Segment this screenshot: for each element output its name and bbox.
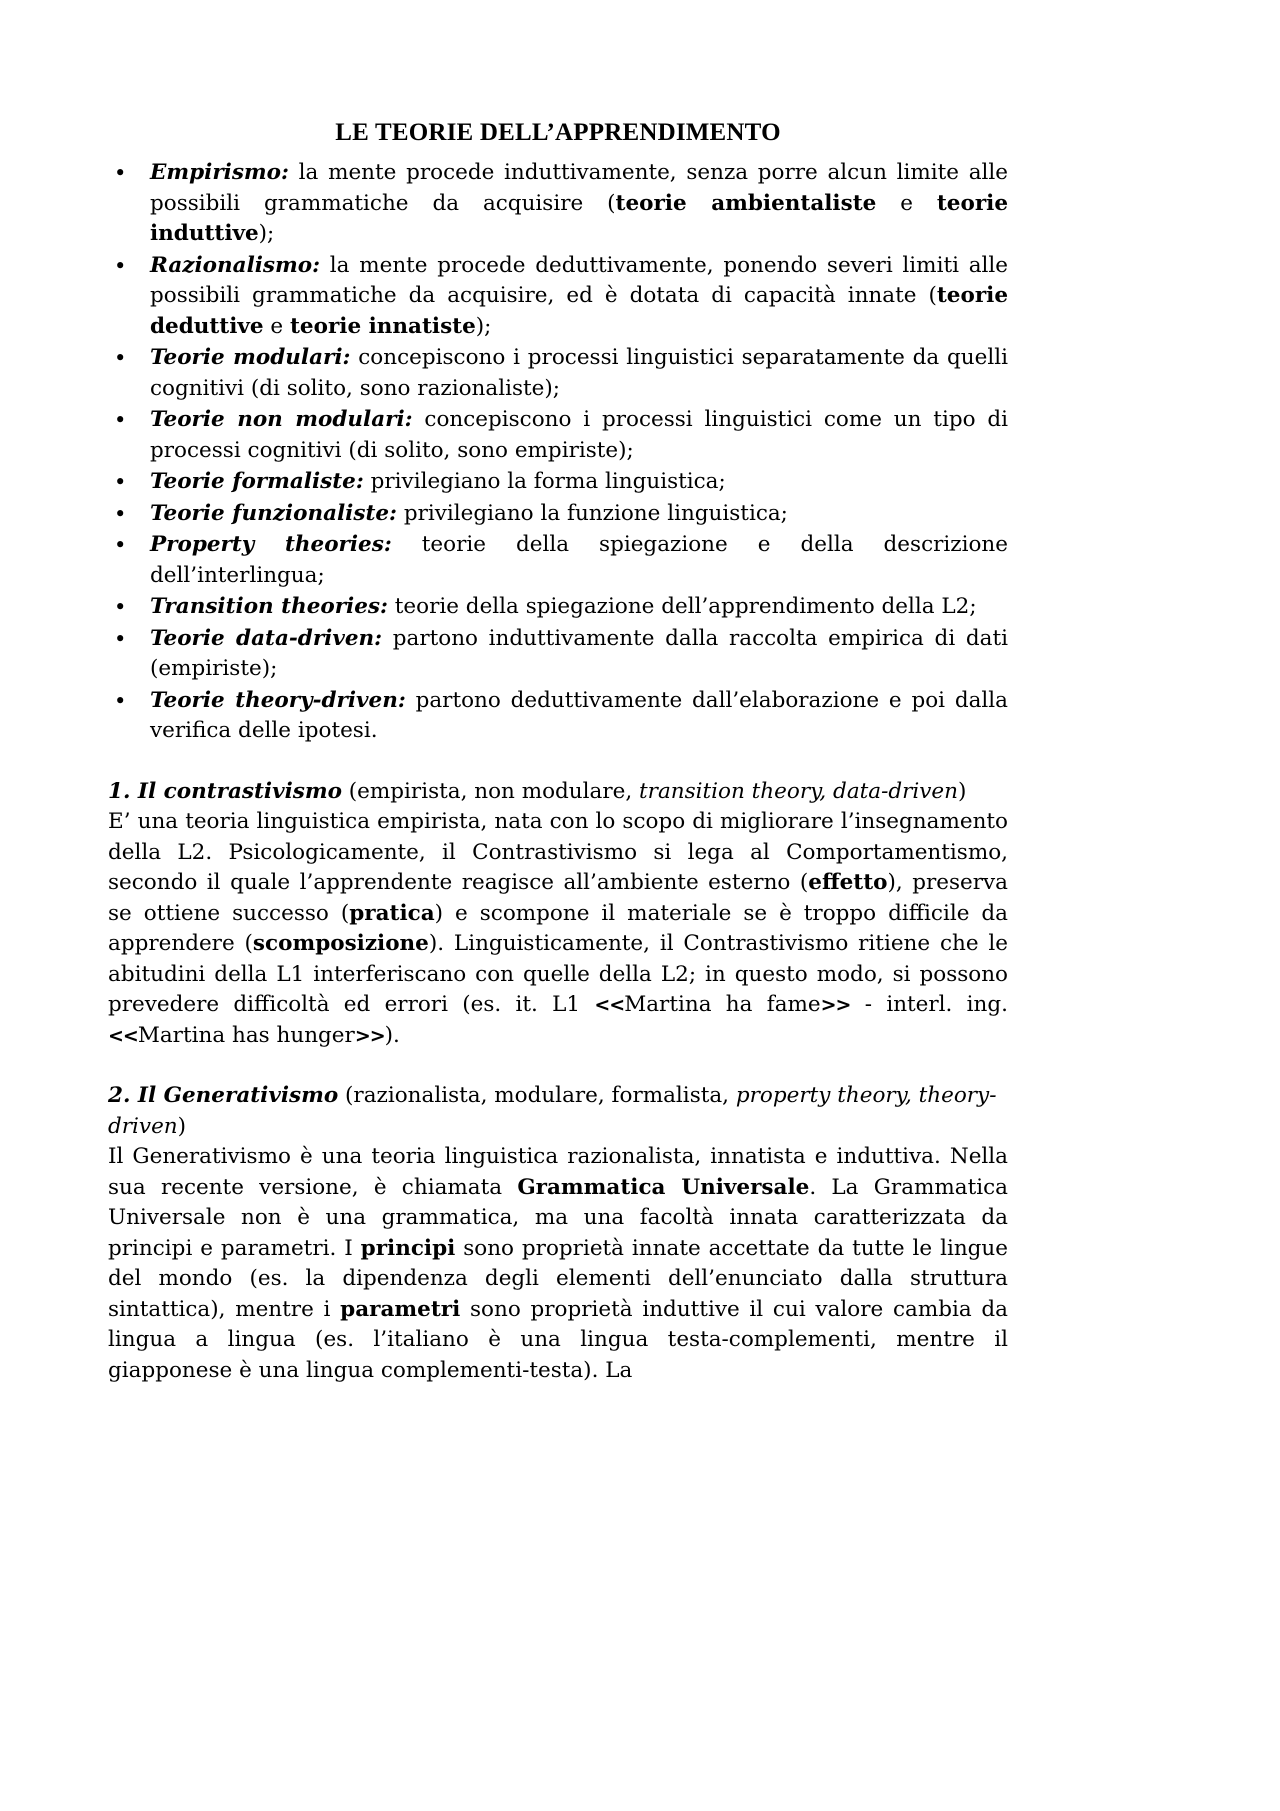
list-item-text-run: teorie della spiegazione dell’apprendimento della L2;: [387, 594, 977, 619]
bullet-point-icon: •: [114, 346, 127, 370]
bullet-point-icon: •: [114, 161, 127, 185]
list-item-term: Property theories:: [150, 532, 392, 557]
section-italic-run: property theory, theory-driven: [108, 1083, 997, 1139]
guillemet-marker: >>: [820, 994, 851, 1016]
section-body-text-run: ), preserva se ottiene successo (: [108, 870, 1008, 926]
list-item: [108, 592, 1008, 623]
section-body-bold-run: scomposizione: [252, 931, 429, 956]
list-item-text-run: concepiscono i processi linguistici separatamente da quelli cognitivi (di solito, sono razionaliste);: [150, 345, 1008, 401]
bullet-point-icon: •: [114, 688, 127, 713]
bullet-point-icon: •: [114, 253, 127, 278]
document-section: [108, 777, 1008, 1052]
page-content: [108, 118, 1008, 1386]
list-item: [108, 158, 1008, 250]
bullet-point-icon: •: [114, 408, 127, 432]
list-item-term: Empirismo:: [150, 160, 289, 185]
list-item: [108, 467, 1008, 498]
list-item: [108, 343, 1008, 404]
numbered-sections: [108, 777, 1008, 1387]
section-heading-label: 2. Il Generativismo: [108, 1083, 339, 1108]
section-body-text-run: Il Generativismo è una teoria linguistica razionalista, innatista e induttiva. Nella sua recente versione, è chiamata: [108, 1144, 1008, 1200]
bullet-point-icon: •: [114, 501, 127, 526]
list-item-term: Teorie funzionaliste:: [150, 500, 397, 526]
section-heading: [108, 1081, 1008, 1142]
list-item-bold-run: teorie innatiste: [290, 313, 476, 339]
section-body-text-run: Martina has hunger: [137, 1022, 355, 1048]
list-item: [108, 530, 1008, 591]
list-item-text-run: partono induttivamente dalla raccolta empirica di dati (empiriste);: [150, 625, 1008, 681]
page-title: LE TEORIE DELL’APPRENDIMENTO: [335, 119, 781, 146]
list-item: [108, 686, 1008, 747]
list-item-term: Teorie data-driven:: [150, 625, 383, 651]
section-body-bold-run: parametri: [340, 1296, 461, 1322]
list-item-text-run: );: [258, 221, 275, 246]
section-body-text-run: sono proprietà induttive il cui valore cambia da lingua a lingua (es. l’italiano è una lingua testa-complementi, mentre il giapponese è una lingua complementi-testa). La: [108, 1296, 1008, 1383]
list-item-bold-run: teorie deduttive: [150, 283, 1008, 339]
section-italic-run: transition theory, data-driven: [639, 778, 958, 804]
list-item: [108, 624, 1008, 685]
list-item-term: Teorie theory-driven:: [150, 687, 406, 713]
section-paragraph: [108, 807, 1008, 1051]
section-body-text-run: . La Grammatica Universale non è una grammatica, ma una facoltà innata caratterizzata da principi e parametri. I: [108, 1174, 1008, 1261]
list-item-text-run: );: [475, 313, 492, 339]
section-body-text-run: Martina ha fame: [624, 992, 821, 1017]
list-item-text-run: privilegiano la forma linguistica;: [363, 469, 726, 494]
list-item-term: Teorie formaliste:: [150, 469, 364, 494]
list-item-text-run: partono deduttivamente dall’elaborazione e poi dalla verifica delle ipotesi.: [150, 687, 1008, 743]
list-item-text-run: la mente procede induttivamente, senza porre alcun limite alle possibili grammatiche da acquisire (: [150, 160, 1008, 216]
section-body-bold-run: principi: [360, 1235, 456, 1261]
list-item: [108, 251, 1008, 343]
section-body-bold-run: effetto: [808, 870, 888, 895]
section-heading: [108, 777, 1008, 808]
document-section: [108, 1081, 1008, 1386]
list-item-term: Razionalismo:: [150, 252, 321, 278]
list-item: [108, 499, 1008, 530]
theories-bullet-list: [108, 158, 1008, 747]
list-item-text-run: privilegiano la funzione linguistica;: [397, 500, 788, 526]
list-item-term: Transition theories:: [150, 594, 388, 619]
guillemet-marker: <<: [108, 1024, 138, 1047]
bullet-point-icon: •: [114, 470, 127, 494]
section-body-text-run: ). Linguisticamente, il Contrastivismo ritiene che le abitudini della L1 interferiscano con quelle della L2; in questo modo, si possono prevedere difficoltà ed errori (es. it. L1: [108, 931, 1008, 1017]
section-text-run: (razionalista, modulare, formalista,: [338, 1083, 736, 1108]
list-item-bold-run: teorie ambientaliste: [615, 190, 877, 216]
guillemet-marker: >>: [354, 1024, 385, 1047]
section-paragraph: [108, 1142, 1008, 1386]
section-heading-label: 1. Il contrastivismo: [108, 778, 342, 804]
list-item-term: Teorie modulari:: [150, 345, 351, 370]
list-item-text-run: e: [263, 313, 290, 339]
list-item-bold-run: teorie induttive: [150, 190, 1008, 246]
section-body-text-run: ) e scompone il materiale se è troppo difficile da apprendere (: [108, 900, 1008, 956]
list-item-text-run: teorie della spiegazione e della descrizione dell’interlingua;: [150, 532, 1008, 588]
section-body-bold-run: pratica: [349, 900, 435, 926]
section-body-bold-run: Grammatica Universale: [517, 1174, 810, 1200]
section-body-text-run: - interl. ing.: [850, 992, 1008, 1017]
bullet-point-icon: •: [114, 626, 127, 651]
list-item-text-run: e: [876, 190, 937, 216]
list-item-term: Teorie non modulari:: [150, 407, 413, 432]
list-item: [108, 405, 1008, 466]
bullet-point-icon: •: [114, 533, 127, 557]
section-body-text-run: ).: [384, 1022, 400, 1048]
list-item-text-run: concepiscono i processi linguistici come un tipo di processi cognitivi (di solito, sono empiriste);: [150, 407, 1008, 463]
list-item-text-run: la mente procede deduttivamente, ponendo severi limiti alle possibili grammatiche da acquisire, ed è dotata di capacità innate (: [150, 252, 1008, 308]
section-body-text-run: E’ una teoria linguistica empirista, nata con lo scopo di migliorare l’insegnamento della L2. Psicologicamente, il Contrastivismo si lega al Comportamentismo, secondo il quale l’apprendente reagisce all’ambiente esterno (: [108, 809, 1008, 895]
bullet-point-icon: •: [114, 595, 127, 619]
section-text-run: ): [177, 1113, 187, 1139]
section-text-run: ): [958, 778, 967, 804]
section-text-run: (empirista, non modulare,: [341, 778, 640, 804]
guillemet-marker: <<: [594, 994, 625, 1016]
section-body-text-run: sono proprietà innate accettate da tutte le lingue del mondo (es. la dipendenza degli elementi dell’enunciato dalla struttura sintattica), mentre i: [108, 1235, 1009, 1322]
